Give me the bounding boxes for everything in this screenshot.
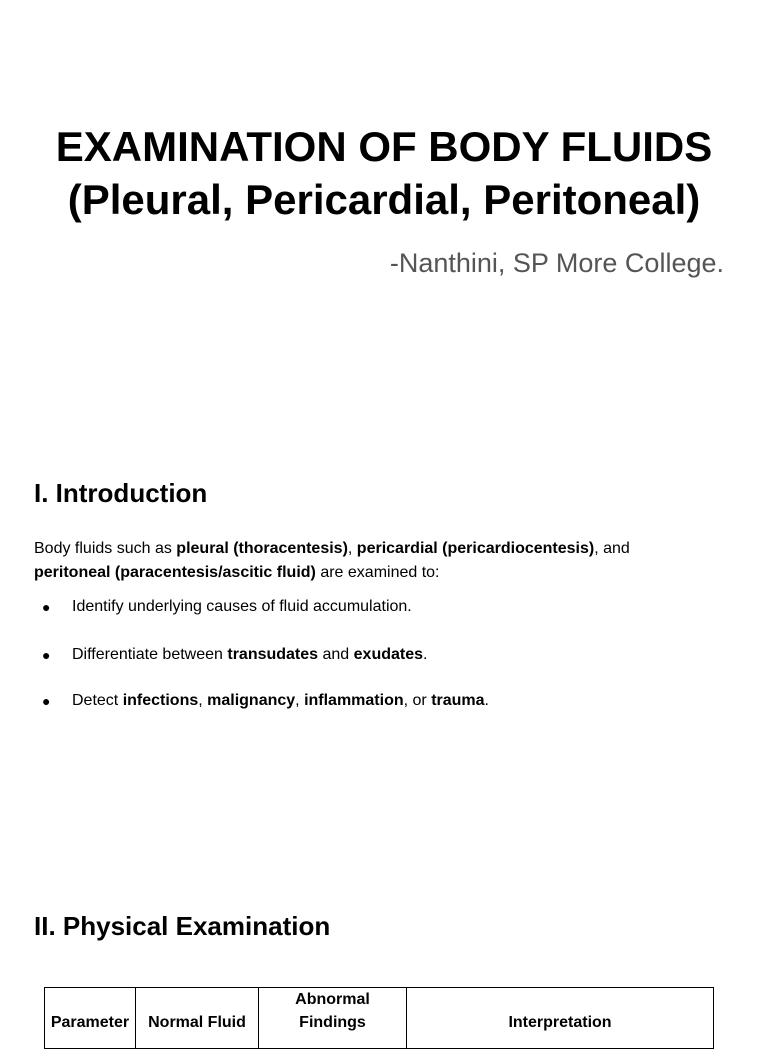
intro-text-4: are examined to: — [315, 564, 440, 581]
bullet-bold-malignancy: malignancy — [207, 692, 296, 709]
bullet-dot-icon: ● — [42, 693, 51, 709]
column-header-parameter: Parameter — [45, 988, 136, 1049]
physical-examination-table — [44, 987, 714, 1049]
intro-bold-pleural: pleural (thoracentesis) — [176, 540, 348, 557]
intro-bold-peritoneal: peritoneal (paracentesis/ascitic fluid) — [34, 564, 316, 581]
intro-paragraph — [34, 537, 734, 585]
document-title — [0, 120, 768, 226]
bullet-text: and — [318, 646, 354, 663]
bullet-text: , — [198, 692, 208, 709]
intro-text-1: Body fluids such as — [34, 540, 177, 557]
bullet-text: Differentiate between — [72, 646, 228, 663]
list-item — [42, 595, 412, 619]
column-header-abnormal-findings: Abnormal Findings — [259, 988, 407, 1049]
column-header-interpretation: Interpretation — [407, 988, 714, 1049]
list-item — [42, 689, 489, 713]
bullet-text: Detect — [72, 692, 123, 709]
column-header-normal-fluid: Normal Fluid — [136, 988, 259, 1049]
section-heading-physical-examination: II. Physical Examination — [34, 911, 331, 941]
bullet-text: , — [295, 692, 305, 709]
intro-text-3: , and — [594, 540, 630, 557]
section-heading-introduction: I. Introduction — [34, 478, 208, 508]
intro-text-2: , — [347, 540, 357, 557]
bullet-dot-icon: ● — [42, 647, 51, 663]
author-line: -Nanthini, SP More College. — [389, 248, 724, 278]
bullet-text: . — [484, 692, 489, 709]
title-line-1: EXAMINATION OF BODY FLUIDS — [55, 123, 713, 170]
list-item — [42, 643, 428, 667]
bullet-text: , or — [403, 692, 432, 709]
bullet-bold-inflammation: inflammation — [304, 692, 404, 709]
bullet-bold-trauma: trauma — [431, 692, 485, 709]
bullet-bold-exudates: exudates — [353, 646, 424, 663]
bullet-bold-infections: infections — [122, 692, 199, 709]
bullet-text: Identify underlying causes of fluid accumulation. — [72, 598, 412, 615]
bullet-bold-transudates: transudates — [227, 646, 319, 663]
bullet-text: . — [423, 646, 428, 663]
table-header-row — [45, 988, 714, 1049]
bullet-dot-icon: ● — [42, 599, 51, 615]
intro-bold-pericardial: pericardial (pericardiocentesis) — [356, 540, 595, 557]
title-line-2: (Pleural, Pericardial, Peritoneal) — [67, 176, 701, 223]
